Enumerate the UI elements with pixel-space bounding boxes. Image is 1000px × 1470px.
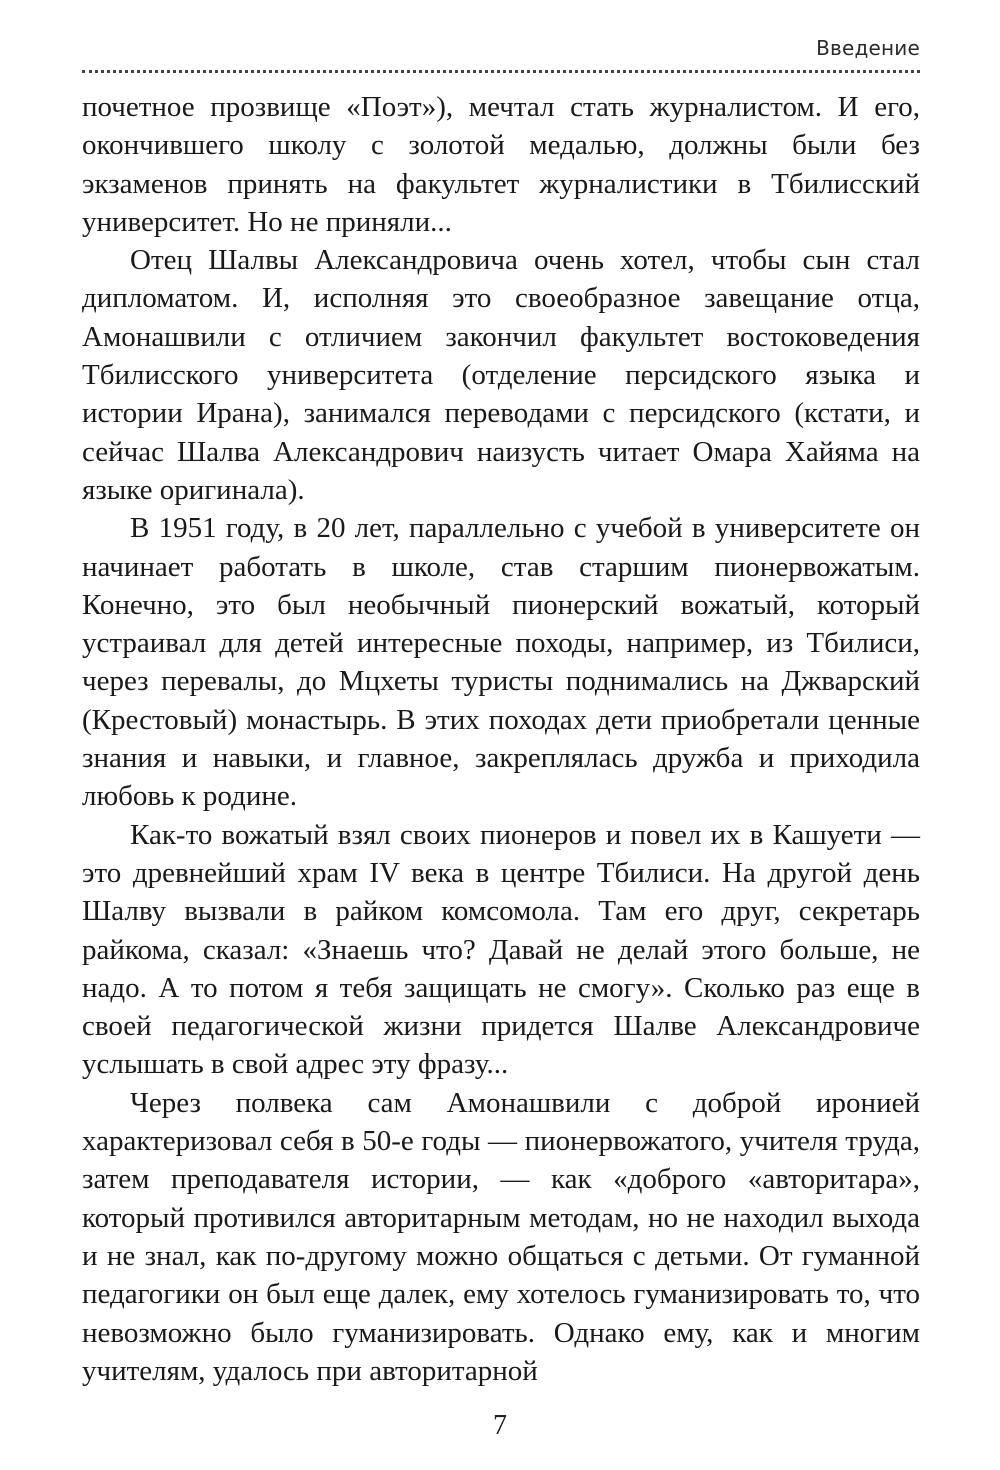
running-head-section-title: Введение	[816, 36, 920, 60]
paragraph-kashueti-temple: Как-то вожатый взял своих пионеров и повел их в Кашуети — это древнейший храм IV века в центре Тбилиси. На другой день Шалву вызвали в райком комсомола. Там его друг, секретарь райкома, сказал: «Знаешь что? Давай не делай этого больше, не надо. А то потом я тебя защищать не смогу». Сколько раз еще в своей педагогической жизни придется Шалве Александровиче услышать в свой адрес эту фразу...	[82, 818, 920, 1081]
paragraph-continuation: почетное прозвище «Поэт»), мечтал стать журналистом. И его, окончившего школу с золотой медалью, должны были без экзаменов принять на факультет журналистики в Тбилисский университет. Но не приняли...	[82, 91, 920, 238]
page-number: 7	[493, 1410, 507, 1441]
page-body-text	[82, 88, 920, 1390]
paragraph-half-century-later: Через полвека сам Амонашвили с доброй иронией характеризовал себя в 50-е годы — пионервожатого, учителя труда, затем преподавателя истории, — как «доброго «авторитара», который противился авторитарным методам, но не находил выхода и не знал, как по-другому можно общаться с детьми. От гуманной педагогики он был еще далек, ему хотелось гуманизировать то, что невозможно было гуманизировать. Однако ему, как и многим учителям, удалось при авторитарной	[82, 1086, 920, 1387]
paragraph-father-diplomat: Отец Шалвы Александровича очень хотел, чтобы сын стал дипломатом. И, исполняя это своеобразное завещание отца, Амонашвили с отличием закончил факультет востоковедения Тбилисского университета (отделение персидского языка и истории Ирана), занимался переводами с персидского (кстати, и сейчас Шалва Александрович наизусть читает Омара Хайяма на языке оригинала).	[82, 244, 920, 506]
paragraph-pioneer-leader: В 1951 году, в 20 лет, параллельно с учебой в университете он начинает работать в школе, став старшим пионервожатым. Конечно, это был необычный пионерский вожатый, который устраивал для детей интересные походы, например, из Тбилиси, через перевалы, до Мцхеты туристы поднимались на Джварский (Крестовый) монастырь. В этих походах дети приобретали ценные знания и навыки, и главное, закреплялась дружба и приходила любовь к родине.	[82, 512, 920, 813]
header-dotted-rule	[82, 70, 920, 73]
